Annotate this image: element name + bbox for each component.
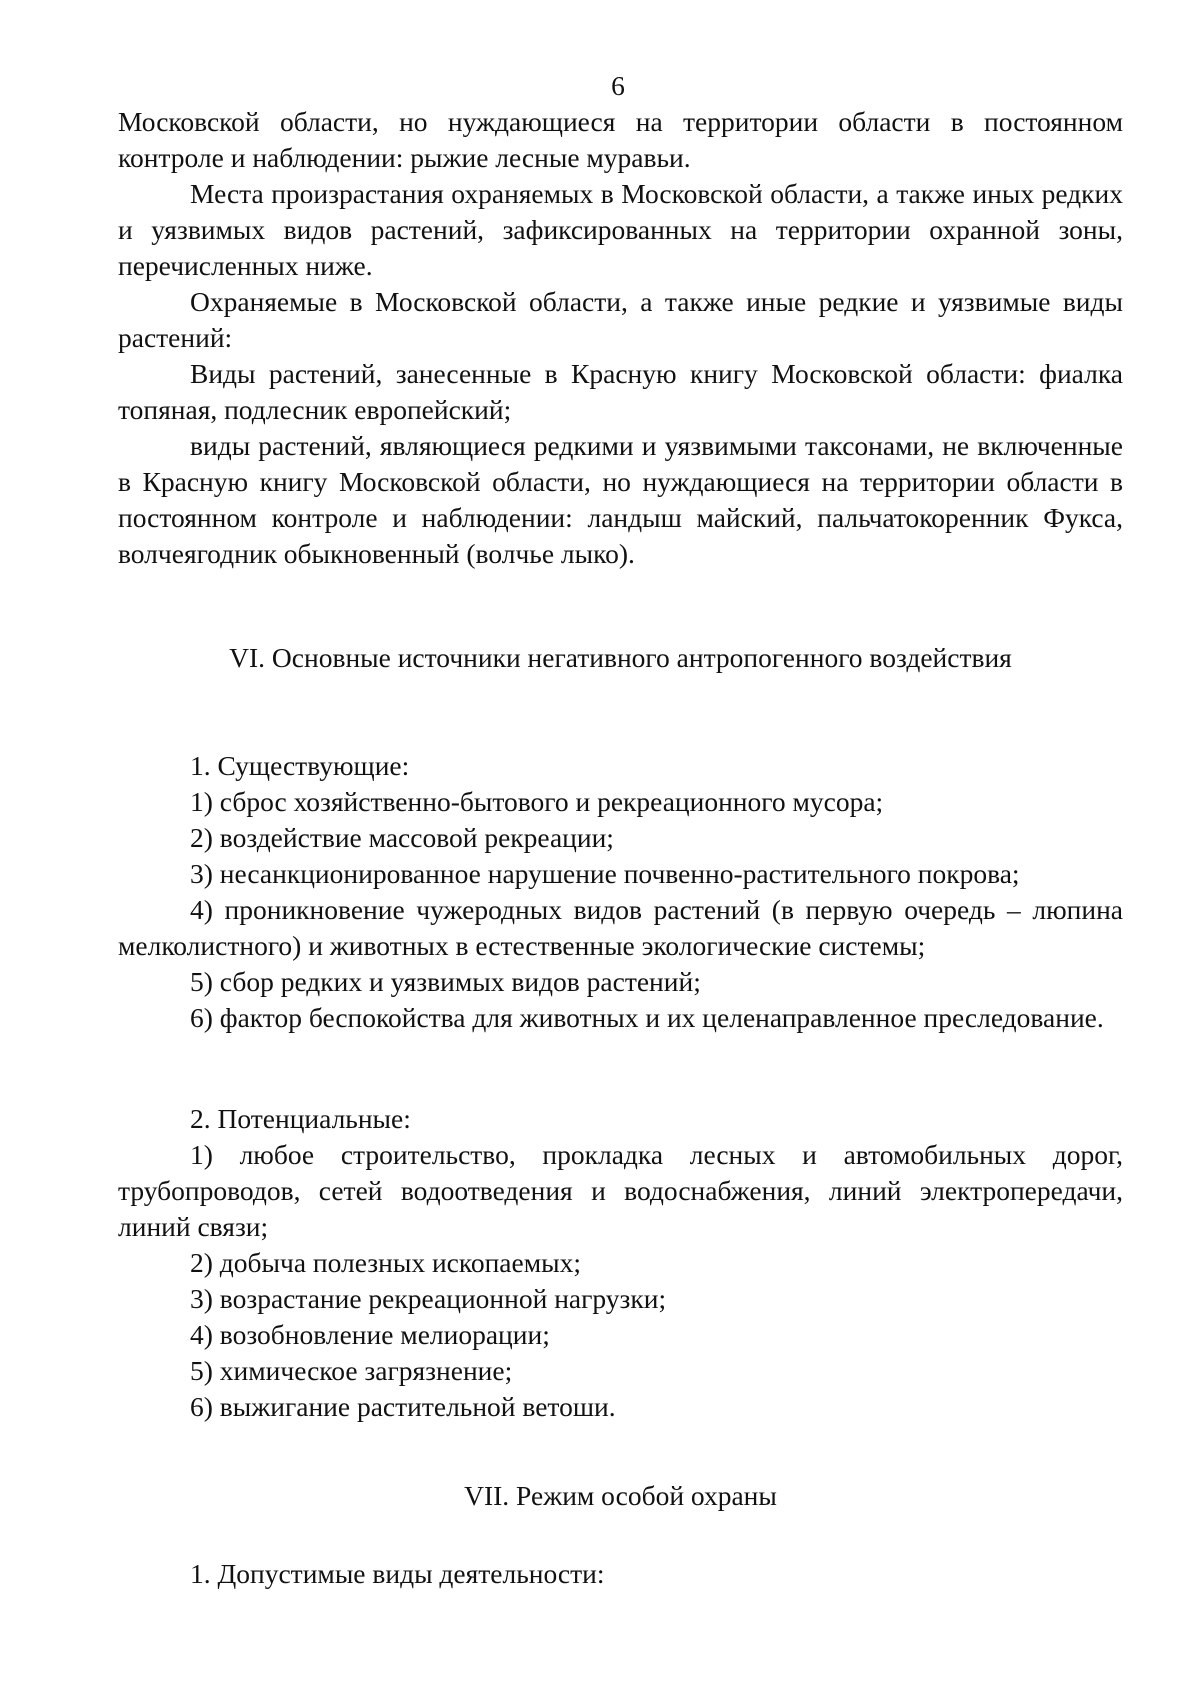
section-7-heading: VII. Режим особой охраны bbox=[464, 1480, 777, 1511]
potential-source-item: 6) выжигание растительной ветоши. bbox=[190, 1391, 616, 1422]
potential-source-item: 2) добыча полезных ископаемых; bbox=[190, 1247, 581, 1278]
existing-source-item: 3) несанкционированное нарушение почвенно-растительного покрова; bbox=[190, 858, 1020, 889]
paragraph-protected-plants: Охраняемые в Московской области, а также иные редкие и уязвимые виды растений: bbox=[118, 286, 1123, 353]
potential-sources-title: 2. Потенциальные: bbox=[190, 1103, 411, 1134]
potential-source-item: 1) любое строительство, прокладка лесных и автомобильных дорог, трубопроводов, сетей водоотведения и водоснабжения, линий электропередачи, линий связи; bbox=[118, 1139, 1123, 1242]
existing-sources-title: 1. Существующие: bbox=[190, 750, 410, 781]
text-block-potential bbox=[118, 1101, 1123, 1425]
allowed-activities-title: 1. Допустимые виды деятельности: bbox=[190, 1558, 605, 1589]
potential-source-item: 3) возрастание рекреационной нагрузки; bbox=[190, 1283, 667, 1314]
paragraph-continuation: Московской области, но нуждающиеся на территории области в постоянном контроле и наблюдении: рыжие лесные муравьи. bbox=[118, 106, 1123, 173]
text-block-section-7 bbox=[118, 1478, 1123, 1514]
text-block-allowed bbox=[118, 1556, 1123, 1592]
potential-source-item: 4) возобновление мелиорации; bbox=[190, 1319, 550, 1350]
potential-source-item: 5) химическое загрязнение; bbox=[190, 1355, 513, 1386]
existing-source-item: 1) сброс хозяйственно-бытового и рекреационного мусора; bbox=[190, 786, 884, 817]
existing-source-item: 6) фактор беспокойства для животных и их целенаправленное преследование. bbox=[190, 1002, 1104, 1033]
page-number: 6 bbox=[611, 70, 625, 101]
spacer bbox=[118, 676, 1123, 748]
existing-source-item: 5) сбор редких и уязвимых видов растений; bbox=[190, 966, 701, 997]
text-block-section-6 bbox=[118, 640, 1123, 1036]
section-6-heading: VI. Основные источники негативного антропогенного воздействия bbox=[229, 642, 1012, 673]
existing-source-item: 4) проникновение чужеродных видов растений (в первую очередь – люпина мелколистного) и животных в естественные экологические системы; bbox=[118, 894, 1123, 961]
text-block-upper bbox=[118, 104, 1123, 572]
paragraph-plant-habitats: Места произрастания охраняемых в Московской области, а также иных редких и уязвимых видов растений, зафиксированных на территории охранной зоны, перечисленных ниже. bbox=[118, 178, 1123, 281]
paragraph-rare-plants: виды растений, являющиеся редкими и уязвимыми таксонами, не включенные в Красную книгу Московской области, но нуждающиеся на территории области в постоянном контроле и наблюдении: ландыш майский, пальчатокоренник Фукса, волчеягодник обыкновенный (волчье лыко). bbox=[118, 430, 1123, 569]
existing-source-item: 2) воздействие массовой рекреации; bbox=[190, 822, 614, 853]
paragraph-red-book-plants: Виды растений, занесенные в Красную книгу Московской области: фиалка топяная, подлесник европейский; bbox=[118, 358, 1123, 425]
